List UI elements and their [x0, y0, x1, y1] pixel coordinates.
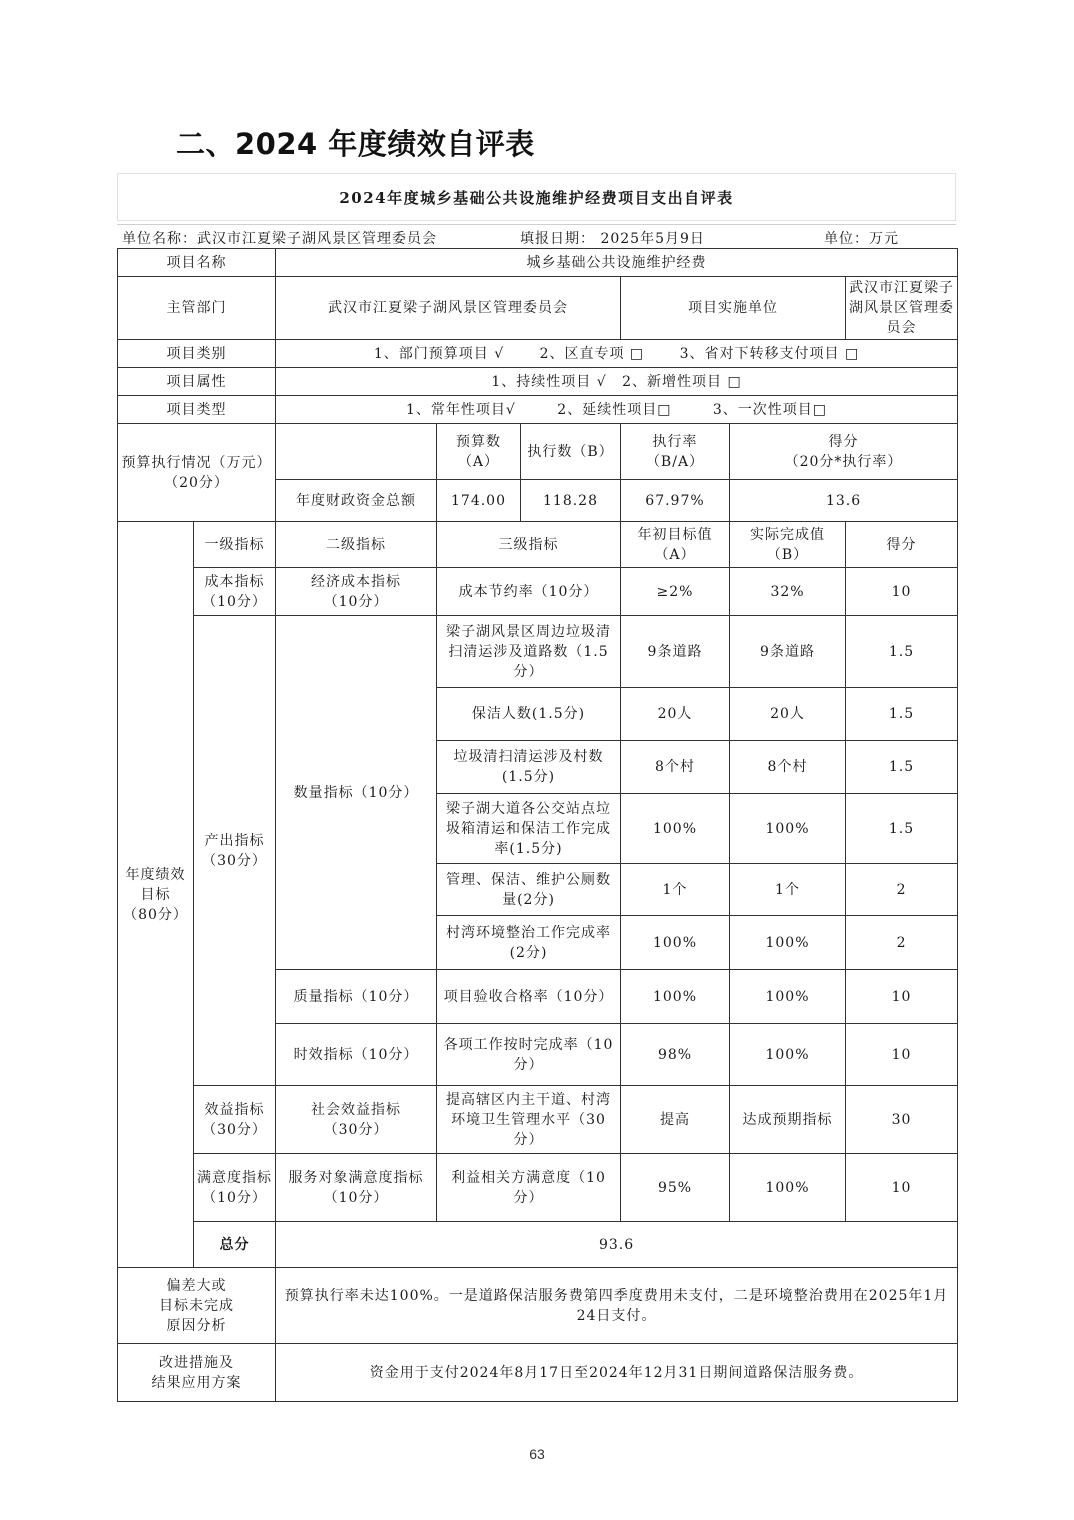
- budget-amount-header-text: 预算数: [456, 433, 501, 450]
- meta-row: [117, 224, 956, 249]
- table-row: [118, 616, 958, 688]
- quantity-actual: 20人: [730, 688, 846, 741]
- type-option-2: 2、延续性项目□: [557, 401, 672, 418]
- budget-label-score: （20分）: [164, 474, 229, 491]
- deviation-label-line2: 目标未完成: [159, 1297, 234, 1314]
- benefit-level3: 提高辖区内主干道、村湾环境卫生管理水平（30分）: [437, 1086, 621, 1154]
- quantity-level3: 保洁人数(1.5分): [437, 688, 621, 741]
- target-header-text: 年初目标值: [637, 526, 713, 543]
- actual-header: [730, 522, 846, 568]
- category-row: [118, 340, 958, 368]
- total-value: 93.6: [276, 1222, 958, 1268]
- actual-header-sub: （B）: [766, 546, 809, 563]
- budget-row-label: 年度财政资金总额: [276, 480, 437, 522]
- type-row: [118, 396, 958, 424]
- benefit-target: 提高: [621, 1086, 730, 1154]
- timeliness-score: 10: [846, 1024, 958, 1086]
- type-option-3: 3、一次性项目□: [712, 401, 828, 418]
- total-label: 总分: [194, 1222, 276, 1268]
- quantity-target: 8个村: [621, 741, 730, 794]
- benefit-level1-text: 效益指标: [204, 1101, 265, 1118]
- exec-rate-header-text: 执行率: [652, 433, 698, 450]
- type-options: [276, 396, 958, 424]
- quality-target: 100%: [621, 970, 730, 1024]
- unit-name: 单位名称：武汉市江夏梁子湖风景区管理委员会: [122, 231, 437, 247]
- quantity-score: 1.5: [846, 688, 958, 741]
- budget-header-row: [118, 424, 958, 480]
- impl-unit-label: 项目实施单位: [621, 277, 846, 340]
- satisfaction-level2-score: （10分）: [323, 1189, 389, 1206]
- quantity-target: 9条道路: [621, 616, 730, 688]
- cost-level2-score: （10分）: [323, 593, 389, 610]
- output-level1-text: 产出指标: [204, 832, 265, 849]
- quantity-actual: 100%: [730, 916, 846, 970]
- cost-level2: [276, 568, 437, 616]
- table-title: 2024年度城乡基础公共设施维护经费项目支出自评表: [117, 173, 956, 221]
- satisfaction-row: [118, 1154, 958, 1222]
- budget-score-header: [730, 424, 958, 480]
- budget-label-text: 预算执行情况（万元）: [121, 454, 272, 471]
- type-option-1: 1、常年性项目√: [406, 401, 516, 418]
- quantity-score: 2: [846, 864, 958, 916]
- category-option-3: 3、省对下转移支付项目 □: [679, 345, 860, 362]
- quantity-level3: 垃圾清扫清运涉及村数(1.5分): [437, 741, 621, 794]
- exec-amount-header: 执行数（B）: [521, 424, 621, 480]
- improvement-text: 资金用于支付2024年8月17日至2024年12月31日期间道路保洁服务费。: [276, 1344, 958, 1402]
- performance-header-row: [118, 522, 958, 568]
- quality-level3: 项目验收合格率（10分）: [437, 970, 621, 1024]
- satisfaction-level2: [276, 1154, 437, 1222]
- exec-rate-header: [621, 424, 730, 480]
- deviation-label: [118, 1268, 276, 1344]
- quantity-level3: 村湾环境整治工作完成率(2分): [437, 916, 621, 970]
- improvement-label: [118, 1344, 276, 1402]
- cost-level3: 成本节约率（10分）: [437, 568, 621, 616]
- benefit-row: [118, 1086, 958, 1154]
- output-level1: [194, 616, 276, 1086]
- department-label: 主管部门: [118, 277, 276, 340]
- timeliness-target: 98%: [621, 1024, 730, 1086]
- deviation-row: [118, 1268, 958, 1344]
- benefit-level1: [194, 1086, 276, 1154]
- benefit-level2: [276, 1086, 437, 1154]
- budget-empty-header: [276, 424, 437, 480]
- attribute-label: 项目属性: [118, 368, 276, 396]
- currency-unit: 单位：万元: [824, 231, 899, 247]
- budget-label: [118, 424, 276, 522]
- quantity-level3: 管理、保洁、维护公厕数量(2分): [437, 864, 621, 916]
- satisfaction-target: 95%: [621, 1154, 730, 1222]
- output-level1-score: （30分）: [202, 852, 267, 869]
- quantity-score: 2: [846, 916, 958, 970]
- cost-row: [118, 568, 958, 616]
- department-row: [118, 277, 958, 340]
- cost-level2-text: 经济成本指标: [311, 573, 401, 590]
- department-value: 武汉市江夏梁子湖风景区管理委员会: [276, 277, 621, 340]
- improvement-row: [118, 1344, 958, 1402]
- report-date: 填报日期： 2025年5月9日: [520, 231, 705, 247]
- budget-score-header-sub: （20分*执行率）: [784, 453, 903, 470]
- project-name-label: 项目名称: [118, 249, 276, 277]
- quantity-actual: 100%: [730, 794, 846, 864]
- impl-unit-value: 武汉市江夏梁子湖风景区管理委员会: [846, 277, 958, 340]
- attribute-option-1: 1、持续性项目 √: [491, 373, 607, 390]
- cost-level1-text: 成本指标: [204, 573, 265, 590]
- score-header: 得分: [846, 522, 958, 568]
- satisfaction-level1-score: （10分）: [202, 1189, 267, 1206]
- category-options: [276, 340, 958, 368]
- attribute-options: [276, 368, 958, 396]
- improvement-label-line2: 结果应用方案: [151, 1374, 242, 1391]
- quality-actual: 100%: [730, 970, 846, 1024]
- self-evaluation-table: [117, 248, 958, 1402]
- actual-header-text: 实际完成值: [750, 526, 825, 543]
- budget-amount-value: 174.00: [437, 480, 521, 522]
- satisfaction-actual: 100%: [730, 1154, 846, 1222]
- category-label: 项目类别: [118, 340, 276, 368]
- quantity-target: 100%: [621, 794, 730, 864]
- benefit-score: 30: [846, 1086, 958, 1154]
- cost-target: ≥2%: [621, 568, 730, 616]
- quantity-score: 1.5: [846, 794, 958, 864]
- performance-label-text: 年度绩效目标: [125, 866, 186, 903]
- page-number: 63: [529, 1446, 545, 1462]
- quantity-actual: 1个: [730, 864, 846, 916]
- quantity-actual: 9条道路: [730, 616, 846, 688]
- quantity-level2: 数量指标（10分）: [276, 616, 437, 970]
- budget-amount-header: [437, 424, 521, 480]
- deviation-text: 预算执行率未达100%。一是道路保洁服务费第四季度费用未支付，二是环境整治费用在2025年1月24日支付。: [276, 1268, 958, 1344]
- level2-header: 二级指标: [276, 522, 437, 568]
- exec-rate-header-sub: （B/A）: [645, 453, 705, 470]
- performance-label-score: （80分）: [123, 906, 188, 923]
- timeliness-level2: 时效指标（10分）: [276, 1024, 437, 1086]
- category-option-2: 2、区直专项 □: [539, 345, 645, 362]
- cost-level1-score: （10分）: [202, 593, 267, 610]
- project-name-value: 城乡基础公共设施维护经费: [276, 249, 958, 277]
- cost-level1: [194, 568, 276, 616]
- budget-amount-header-sub: （A）: [457, 453, 500, 470]
- satisfaction-level3: 利益相关方满意度（10分）: [437, 1154, 621, 1222]
- performance-label: [118, 522, 194, 1268]
- benefit-level1-score: （30分）: [202, 1121, 267, 1138]
- quality-level2: 质量指标（10分）: [276, 970, 437, 1024]
- benefit-level2-text: 社会效益指标: [311, 1101, 401, 1118]
- satisfaction-score: 10: [846, 1154, 958, 1222]
- budget-score-header-text: 得分: [828, 433, 859, 450]
- quantity-score: 1.5: [846, 741, 958, 794]
- quantity-level3: 梁子湖大道各公交站点垃圾箱清运和保洁工作完成率(1.5分): [437, 794, 621, 864]
- satisfaction-level2-text: 服务对象满意度指标: [288, 1169, 424, 1186]
- page-heading: 二、2024 年度绩效自评表: [176, 127, 535, 161]
- benefit-level2-score: （30分）: [323, 1121, 389, 1138]
- category-option-1: 1、部门预算项目 √: [373, 345, 505, 362]
- quality-score: 10: [846, 970, 958, 1024]
- quantity-target: 20人: [621, 688, 730, 741]
- attribute-option-2: 2、新增性项目 □: [622, 373, 742, 390]
- benefit-actual: 达成预期指标: [730, 1086, 846, 1154]
- quantity-score: 1.5: [846, 616, 958, 688]
- exec-amount-value: 118.28: [521, 480, 621, 522]
- level3-header: 三级指标: [437, 522, 621, 568]
- target-header: [621, 522, 730, 568]
- quantity-level3: 梁子湖风景区周边垃圾清扫清运涉及道路数（1.5分）: [437, 616, 621, 688]
- timeliness-level3: 各项工作按时完成率（10分）: [437, 1024, 621, 1086]
- level1-header: 一级指标: [194, 522, 276, 568]
- exec-rate-value: 67.97%: [621, 480, 730, 522]
- timeliness-actual: 100%: [730, 1024, 846, 1086]
- cost-score: 10: [846, 568, 958, 616]
- improvement-label-line1: 改进措施及: [159, 1354, 234, 1371]
- quantity-actual: 8个村: [730, 741, 846, 794]
- attribute-row: [118, 368, 958, 396]
- total-row: [118, 1222, 958, 1268]
- budget-score-value: 13.6: [730, 480, 958, 522]
- cost-actual: 32%: [730, 568, 846, 616]
- deviation-label-line1: 偏差大或: [166, 1277, 227, 1294]
- quantity-target: 1个: [621, 864, 730, 916]
- satisfaction-level1-text: 满意度指标: [197, 1169, 272, 1186]
- quantity-target: 100%: [621, 916, 730, 970]
- type-label: 项目类型: [118, 396, 276, 424]
- satisfaction-level1: [194, 1154, 276, 1222]
- target-header-sub: （A）: [654, 546, 696, 563]
- project-name-row: [118, 249, 958, 277]
- deviation-label-line3: 原因分析: [166, 1317, 227, 1334]
